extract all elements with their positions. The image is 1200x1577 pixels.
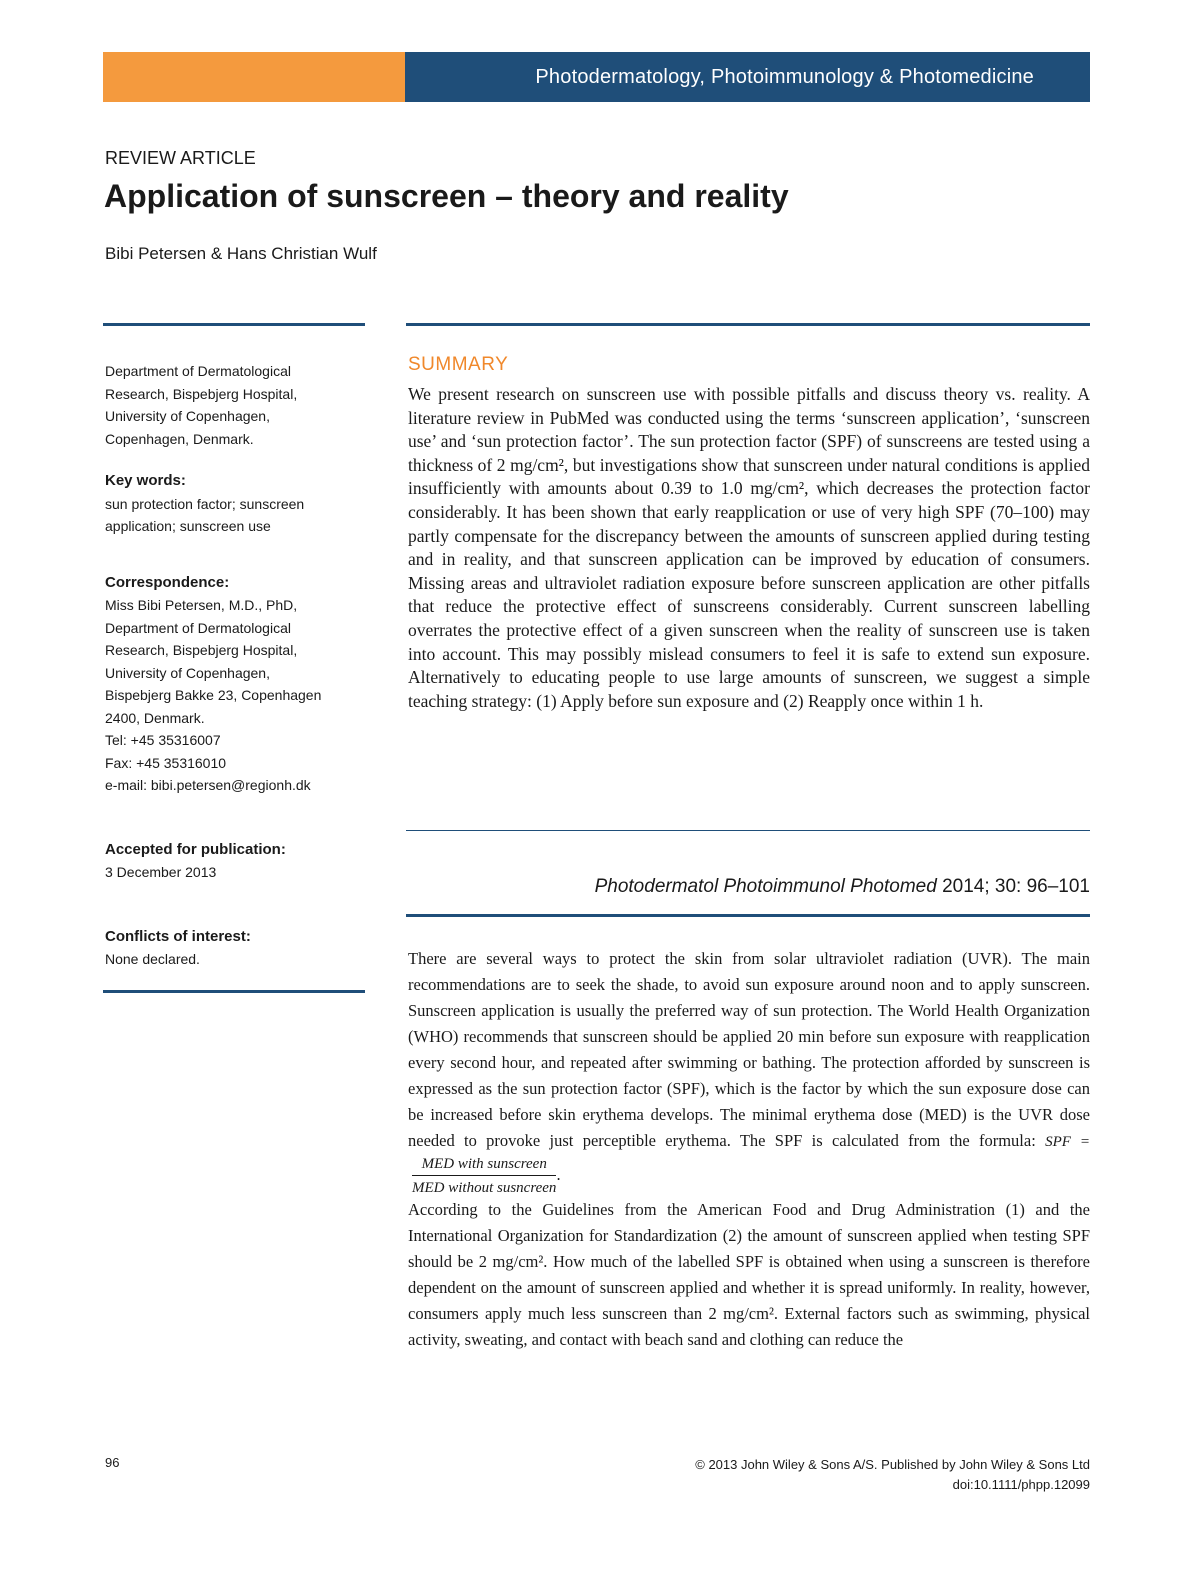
correspondence-line: Miss Bibi Petersen, M.D., PhD,	[105, 597, 298, 613]
correspondence-label: Correspondence:	[105, 573, 230, 591]
formula-denominator: MED without susncreen	[412, 1180, 557, 1196]
formula-fraction	[412, 1155, 556, 1197]
correspondence-line: Department of Dermatological	[105, 619, 291, 636]
doi[interactable]: doi:10.1111/phpp.12099	[952, 1477, 1090, 1492]
body-paragraph	[408, 946, 1090, 1353]
conflicts-value: None declared.	[105, 951, 200, 967]
keywords-label: Key words:	[105, 472, 186, 489]
conflicts-label: Conflicts of interest:	[105, 927, 251, 945]
correspondence-email[interactable]: e-mail: bibi.petersen@regionh.dk	[105, 777, 311, 793]
summary-text: We present research on sunscreen use with possible pitfalls and discuss theory vs. reality. A literature review in PubMed was conducted using the terms ‘sunscreen application’, ‘sunscreen use’ and ‘sun protection factor’. The sun protection factor (SPF) of sunscreens are tested using a thickness of 2 mg/cm², but investigations show that sunscreen under natural conditions is applied insufficiently with amounts about 0.39 to 1.0 mg/cm², which decreases the protection factor considerably. It has been shown that early reapplication or use of very high SPF (70–100) may partly compensate for the discrepancy between the amounts of sunscreen applied during testing and in reality, and that sunscreen application can be improved by education of consumers. Missing areas and ultraviolet radiation exposure before sunscreen application are other pitfalls that reduce the protective effect of sunscreens considerably. Current sunscreen labelling overrates the protective effect of a given sunscreen when the reality of sunscreen use is taken into account. This may possibly mislead consumers to feel it is safe to extend sun exposure. Alternatively to educating people to use large amounts of sunscreen, we suggest a simple teaching strategy: (1) Apply before sun exposure and (2) Reapply once within 1 h.	[408, 384, 1090, 711]
page-number: 96	[105, 1455, 120, 1470]
correspondence-line: 2400, Denmark.	[105, 709, 205, 726]
article-type: REVIEW ARTICLE	[105, 148, 256, 168]
article-authors: Bibi Petersen & Hans Christian Wulf	[105, 244, 377, 263]
journal-citation	[595, 876, 1090, 898]
accepted-label: Accepted for publication:	[105, 840, 286, 858]
formula-lhs: SPF =	[1045, 1134, 1090, 1150]
correspondence-line: Bispebjerg Bakke 23, Copenhagen	[105, 687, 322, 703]
citation-bottom-rule	[406, 914, 1090, 917]
summary-bottom-rule	[406, 830, 1090, 831]
correspondence-fax: Fax: +45 35316010	[105, 754, 227, 771]
sidebar-top-rule	[103, 323, 365, 326]
journal-name: Photodermatology, Photoimmunology & Photomedicine	[405, 52, 1090, 102]
citation-journal: Photodermatol Photoimmunol Photomed	[594, 876, 937, 897]
formula-numerator: MED with sunscreen	[412, 1155, 556, 1176]
correspondence-phone: Tel: +45 35316007	[105, 732, 221, 748]
article-title: Application of sunscreen – theory and reality	[104, 178, 789, 214]
correspondence-line: Research, Bispebjerg Hospital,	[105, 642, 298, 658]
accepted-date: 3 December 2013	[105, 864, 217, 880]
banner-accent-block	[103, 52, 405, 102]
keywords: sun protection factor; sunscreen application; sunscreen use	[105, 495, 305, 534]
journal-banner	[103, 52, 1090, 102]
formula-end: .	[556, 1164, 561, 1184]
copyright: © 2013 John Wiley & Sons A/S. Published by John Wiley & Sons Ltd	[695, 1457, 1090, 1472]
sidebar-bottom-rule	[103, 990, 365, 993]
affiliation: Department of Dermatological Research, Bispebjerg Hospital, University of Copenhagen, Copenhagen, Denmark.	[105, 363, 298, 447]
article-sidebar	[105, 360, 370, 971]
body-para1-text: There are several ways to protect the skin from solar ultraviolet radiation (UVR). The main recommendations are to seek the shade, to avoid sun exposure around noon and to apply sunscreen. Sunscreen application is usually the preferred way of sun protection. The World Health Organization (WHO) recommends that sunscreen should be applied 20 min before sun exposure with reapplication every second hour, and repeated after swimming or bathing. The protection afforded by sunscreen is expressed as the sun protection factor (SPF), which is the factor by which the sun exposure dose can be increased before skin erythema develops. The minimal erythema dose (MED) is the UVR dose needed to provoke just perceptible erythema. The SPF is calculated from the formula:	[408, 949, 1090, 1150]
correspondence-line: University of Copenhagen,	[105, 664, 270, 681]
footer-info	[695, 1455, 1090, 1495]
citation-details: 2014; 30: 96–101	[936, 876, 1090, 897]
summary-top-rule	[406, 323, 1090, 326]
summary-heading: SUMMARY	[408, 354, 509, 375]
body-para2-text: According to the Guidelines from the American Food and Drug Administration (1) and the International Organization for Standardization (2) the amount of sunscreen applied when testing SPF should be 2 mg/cm². How much of the labelled SPF is obtained when using a sunscreen is therefore dependent on the amount of sunscreen applied and whether it is spread uniformly. In reality, however, consumers apply much less sunscreen than 2 mg/cm². External factors such as swimming, physical activity, sweating, and contact with beach sand and clothing can reduce the	[408, 1200, 1090, 1349]
